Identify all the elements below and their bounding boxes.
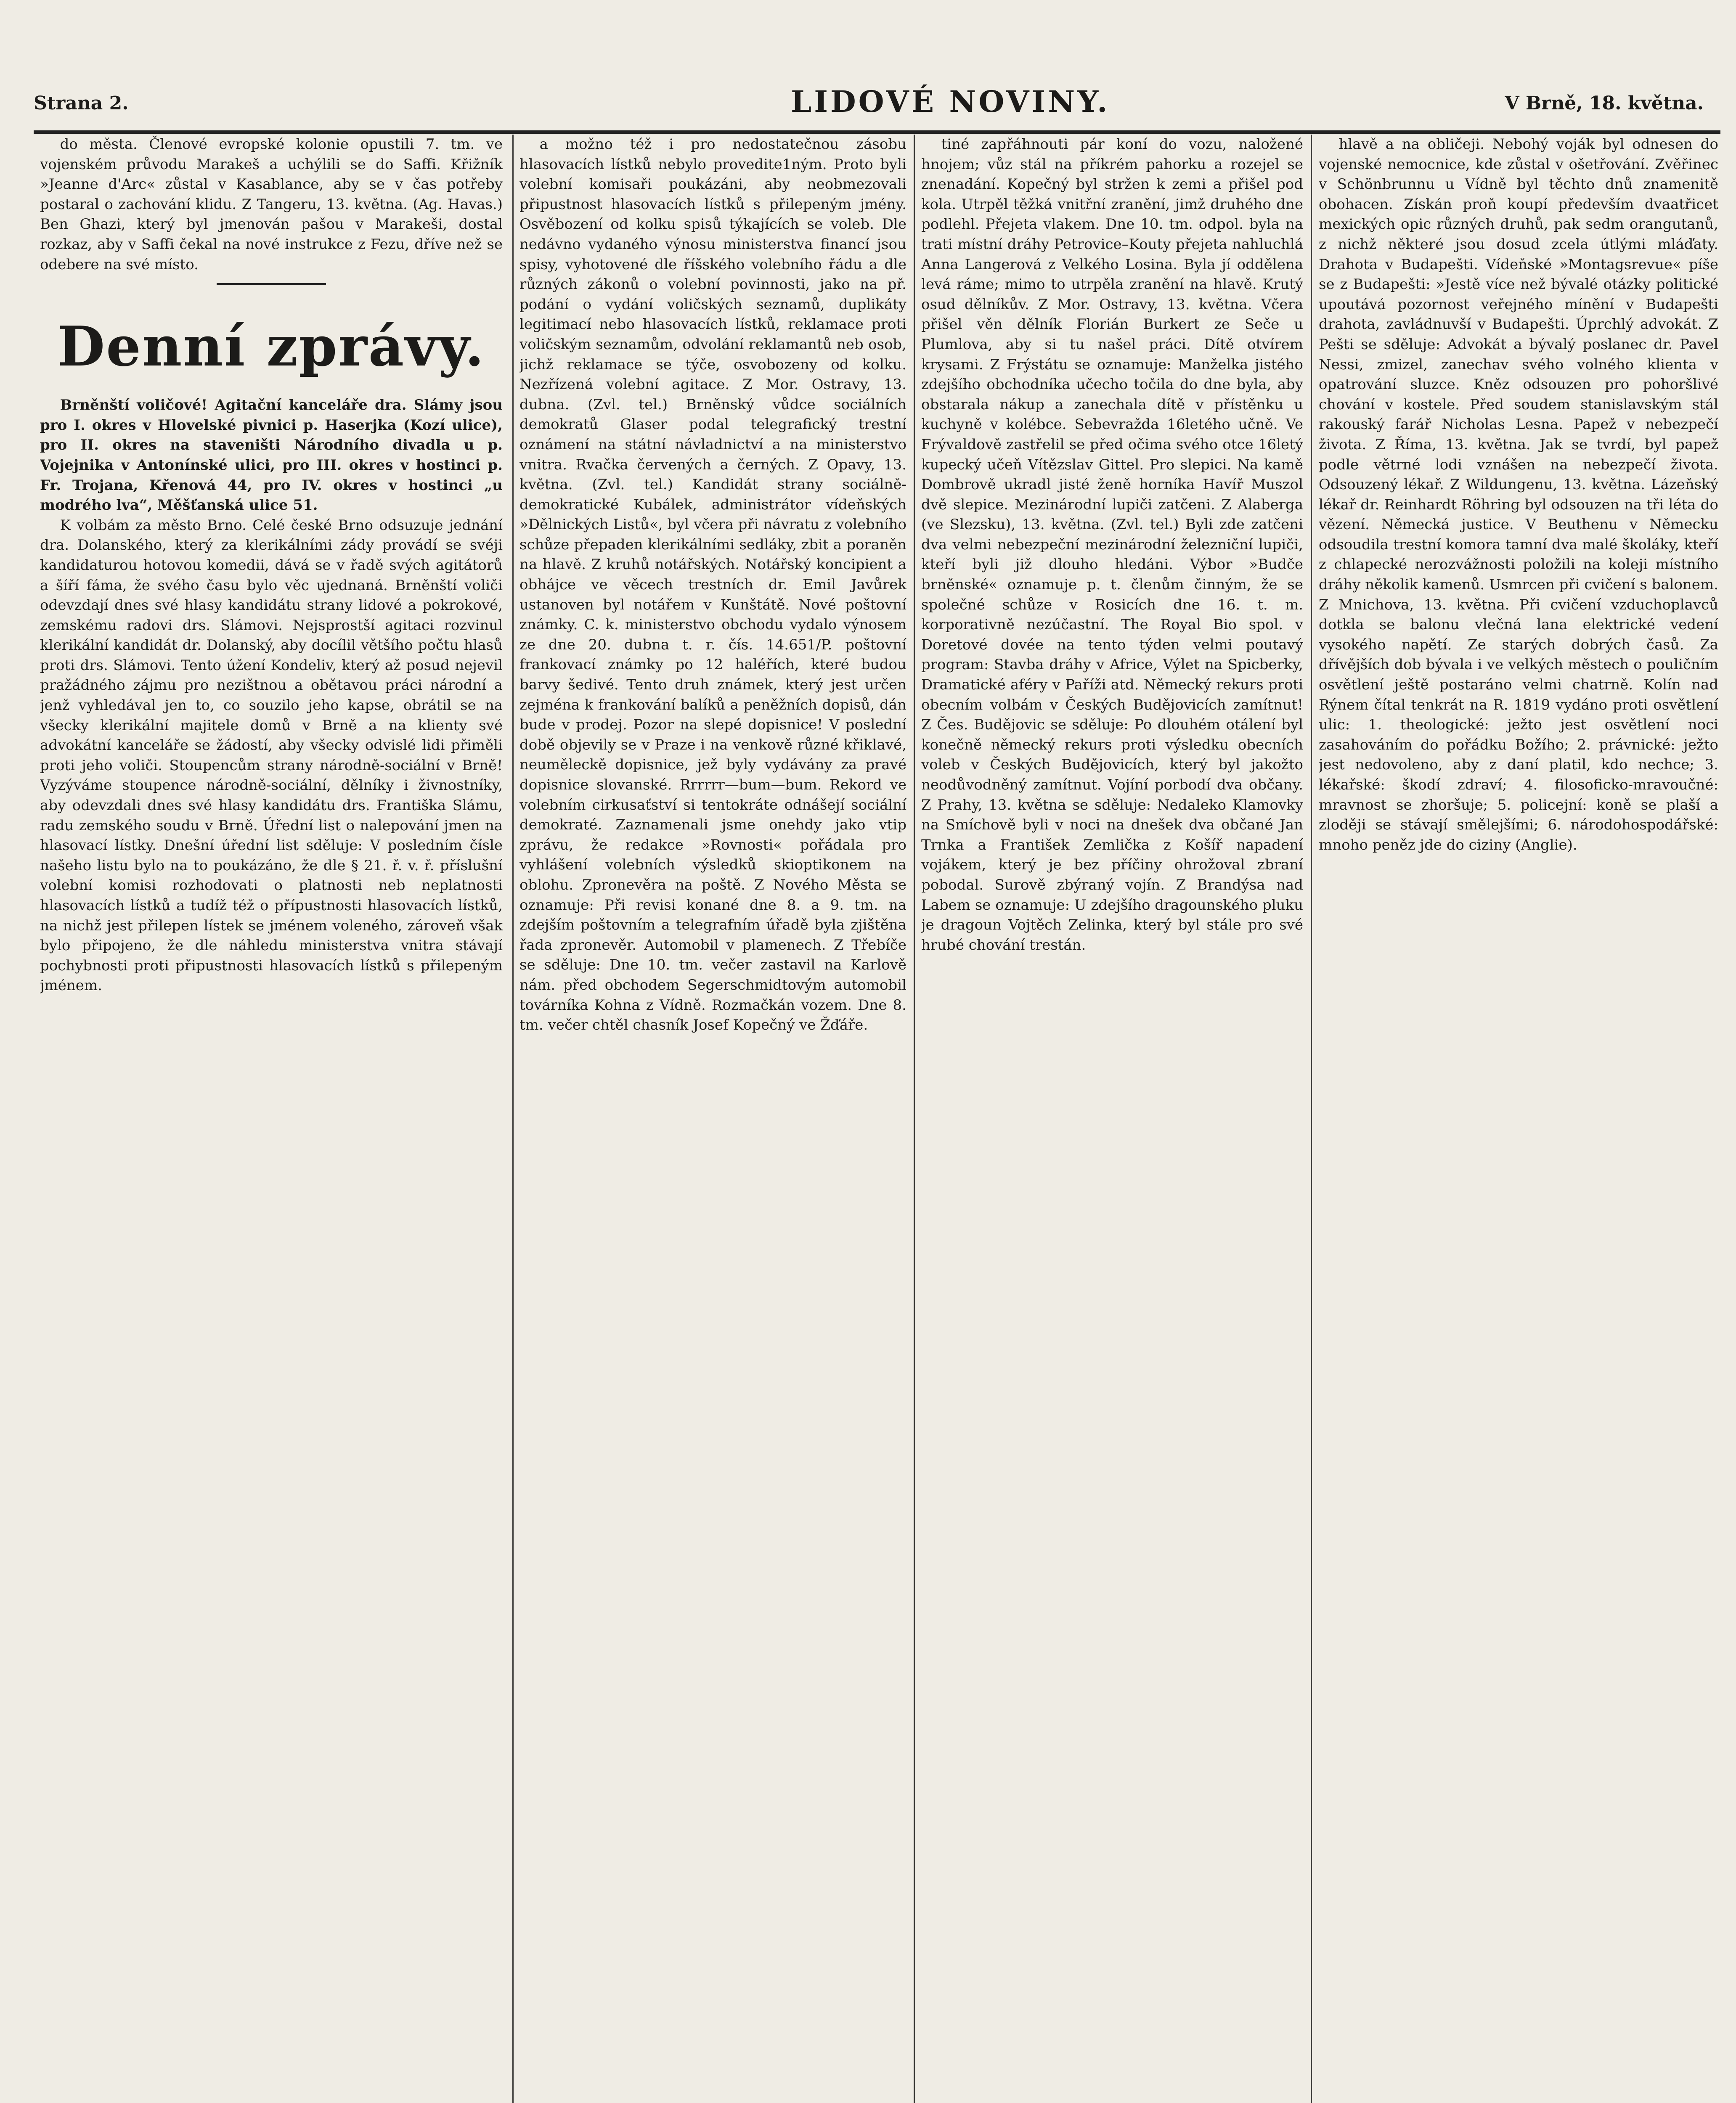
column-3 <box>921 135 1303 2103</box>
column-rule <box>914 135 915 2103</box>
page-number: Strana 2. <box>34 93 129 114</box>
article-text: K volbám za město Brno. Celé české Brno odsuzuje jednání dra. Dolanského, který za klerikálními zády provádí se svéji kandidaturou hotovou komedii, dává se v řadě svých agitátorů a šíří fáma, že svého času bylo věc ujednaná. Brněnští voliči odevzdají dnes své hlasy kandidátu strany lidové a pokrokové, zemskému radovi drs. Slámovi. Nejsprostší agitaci rozvinul klerikální kandidát dr. Dolanský, aby docílil většího počtu hlasů proti drs. Slámovi. Tento úžení Kondeliv, který až posud nejevil pražádného zájmu pro nezištnou a obětavou práci národní a jenž vyhledával jen to, co souzilo jeho kapse, obrátil se na všecky klerikální majitele domů v Brně a na klienty své advokátní kanceláře se žádostí, aby všecky odvislé lidi přiměli proti jeho voliči. Stoupencům strany národně-sociální v Brně! Vyzýváme stoupence národně-sociální, dělníky i živnostníky, aby odevzdali dnes své hlasy kandidátu drs. Františka Slámu, radu zemského soudu v Brně. Úřední list o nalepování jmen na hlasovací lístky. Dnešní úřední list sděluje: V posledním čísle našeho listu bylo na to poukázáno, že dle § 21. ř. v. ř. příslušní volební komisi rozhodovati o platnosti neb neplatnosti hlasovacích lístků a tudíž též o přípustnosti hlasovacích lístků, na nichž jest přilepen lístek se jménem voleného, zároveň však bylo připojeno, že dle náhledu ministerstva vnitra stávají pochybnosti proti připustnosti hlasovacích lístků s přilepeným jménem. <box>40 516 503 994</box>
column-rule <box>1311 135 1312 2103</box>
divider <box>217 283 326 285</box>
column-rule <box>512 135 514 2103</box>
column-2 <box>519 135 906 2103</box>
article-text: do města. Členové evropské kolonie opustili 7. tm. ve vojenském průvodu Marakeš a uchýlili se do Saffi. Křižník »Jeanne d'Arc« zůstal v Kasablance, aby se v čas potřeby postaral o zachování klidu. Z Tangeru, 13. května. (Ag. Havas.) Ben Ghazi, který byl jmenován pašou v Marakeši, dostal rozkaz, aby v Saffi čekal na nové instrukce z Fezu, dříve než se odebere na své místo. <box>40 136 503 273</box>
masthead-title: LIDOVÉ NOVINY. <box>791 84 1110 119</box>
dateline: V Brně, 18. května. <box>1505 93 1704 114</box>
column-1 <box>40 135 503 2103</box>
article-text: hlavě a na obličeji. Nebohý voják byl odnesen do vojenské nemocnice, kde zůstal v ošetřování. Zvěřinec v Schönbrunnu u Vídně byl těchto dnů znamenitě obohacen. Získán proň koupí především dvaatřicet mexických opic různých druhů, pak sedm orangutanů, z nichž některé jsou dosud zcela útlými mláďaty. Drahota v Budapešti. Vídeňské »Montagsrevue« píše se z Budapešti: »Jestě více než bývalé otázky politické upoutává pozornost veřejného mínění v Budapešti drahota, zavládnuvší v Budapešti. Úprchlý advokát. Z Pešti se sděluje: Advokát a bývalý poslanec dr. Pavel Nessi, zmizel, zanechav svého volného klienta v opatrování sluzce. Kněz odsouzen pro pohoršlivé chování v kostele. Před soudem stanislavským stál rakouský farář Nicholas Lesna. Papež v nebezpečí života. Z Říma, 13. května. Jak se tvrdí, byl papež podle větrné lodi vznášen na nebezpečí života. Odsouzený lékař. Z Wildungenu, 13. května. Lázeňský lékař dr. Reinhardt Röhring byl odsouzen na tři léta do vězení. Německá justice. V Beuthenu v Německu odsoudila trestní komora tamní dva malé školáky, kteří z chlapecké nerozvážnosti položili na koleji místního dráhy několik kamenů. Usmrcen při cvičení s balonem. Z Mnichova, 13. května. Při cvičení vzduchoplavců dotkla se balonu vlečná lana elektrické vedení vysokého napětí. Ze starých dobrých časů. Za dřívějších dob bývala i ve velkých městech o pouličním osvětlení ještě postaráno velmi chatrně. Kolín nad Rýnem čítal tenkrát na R. 1819 vydáno proti osvětlení ulic: 1. theologické: ježto jest osvětlení noci zasahováním do pořádku Božího; 2. právnické: ježto jest nedovoleno, aby z daní platil, kdo nechce; 3. lékařské: škodí zdraví; 4. filosoficko-mravoučné: mravnost se zhoršuje; 5. policejní: koně se plaší a zloději se stávají smělejšími; 6. národohospodářské: mnoho peněz jde do ciziny (Anglie). <box>1319 136 1718 853</box>
page-header <box>34 80 1720 134</box>
section-heading: Denní zprávy. <box>57 314 485 379</box>
column-4 <box>1319 135 1718 2103</box>
article-lead: Brněnští voličové! Agitační kanceláře dra. Slámy jsou pro I. okres v Hlovelské pivnici p. Haserjka (Kozí ulice), pro II. okres na staveništi Národního divadla u p. Vojejnika v Antonínské ulici, pro III. okres v hostinci p. Fr. Trojana, Křenová 44, pro IV. okres v hostinci „u modrého lva“, Měšťanská ulice 51. <box>40 397 503 514</box>
article-text: a možno též i pro nedostatečnou zásobu hlasovacích lístků nebylo provedite1ným. Proto byli volební komisaři poukázáni, aby neobmezovali připustnost hlasovacích lístků s přilepeným jmény. Osvěbození od kolku spisů týkajících se voleb. Dle nedávno vydaného výnosu ministerstva financí jsou spisy, vyhotovené dle říšského volebního řádu a dle různých zákonů o volební povinnosti, jako na př. podání o vydání voličských seznamů, duplikáty legitimací nebo hlasovacích lístků, reklamace proti voličským seznamům, odvolání reklamantů neb osob, jichž reklamace se týče, osvobozeny od kolku. Nezřízená volební agitace. Z Mor. Ostravy, 13. dubna. (Zvl. tel.) Brněnský vůdce sociálních demokratů Glaser podal telegrafický trestní oznámení na státní návladnictví a na ministerstvo vnitra. Rvačka červených a černých. Z Opavy, 13. května. (Zvl. tel.) Kandidát strany sociálně-demokratické Kubálek, administrátor vídeňských »Dělnických Listů«, byl včera při návratu z volebního schůze přepaden klerikálními sedláky, zbit a poraněn na hlavě. Z kruhů notářských. Notářský koncipient a obhájce ve věcech trestních dr. Emil Javůrek ustanoven byl notářem v Kunštátě. Nové poštovní známky. C. k. ministerstvo obchodu vydalo výnosem ze dne 20. dubna t. r. čís. 14.651/P. poštovní frankovací známky po 12 haléřích, které budou barvy šedivé. Tento druh známek, který jest určen zejména k frankování balíků a peněžních dopisů, dán bude v prodej. Pozor na slepé dopisnice! V poslední době objevily se v Praze i na venkově různé křiklavé, neuměleckě dopisnice, jež byly vydávány za pravé dopisnice slovanské. Rrrrrr—bum—bum. Rekord ve volebním cirkusaťství si tentokráte odnášejí sociální demokraté. Zaznamenali jsme onehdy jako vtip zprávu, že redakce »Rovnosti« pořádala pro vyhlášení volebních výsledků skioptikonem na oblohu. Zpronevěra na poště. Z Nového Města se oznamuje: Při revisi konané dne 8. a 9. tm. na zdejším poštovním a telegrafním úřadě byla zjištěna řada zpronevěr. Automobil v plamenech. Z Třebíče se sděluje: Dne 10. tm. večer zastavil na Karlově nám. před obchodem Segerschmidtovým automobil továrníka Kohna z Vídně. Rozmačkán vozem. Dne 8. tm. večer chtěl chasník Josef Kopečný ve Žďáře. <box>519 136 906 1034</box>
article-text: tiné zapřáhnouti pár koní do vozu, naložené hnojem; vůz stál na příkrém pahorku a rozejel se znenadání. Kopečný byl stržen k zemi a přišel pod kola. Utrpěl těžká vnitřní zranění, jimž druhého dne podlehl. Přejeta vlakem. Dne 10. tm. odpol. byla na trati místní dráhy Petrovice–Kouty přejeta nahluchlá Anna Langerová z Velkého Losina. Byla jí oddělena levá ráme; mimo to utrpěla zranění na hlavě. Krutý osud dělníkův. Z Mor. Ostravy, 13. května. Včera přišel věn dělník Florián Burkert ze Seče u Plumlova, aby si tu našel práci. Dítě otvírem krysami. Z Frýstátu se oznamuje: Manželka jistého zdejšího obchodníka učecho točila do dne byla, aby obstarala nákup a zanechala dítě v přístěnku u kuchyně v kolébce. Sebevražda 16letého učně. Ve Frývaldově zastřelil se před očima svého otce 16letý kupecký učeň Vítězslav Gittel. Pro slepici. Na kamě Dombrově ukradl jisté ženě horníka Havíř Muszol dvě slepice. Mezinárodní lupiči zatčeni. Z Alaberga (ve Slezsku), 13. května. (Zvl. tel.) Byli zde zatčeni dva velmi nebezpeční mezinárodní železniční lupiči, kteří byli již dlouho hledáni. Výbor »Budče brněnské« oznamuje p. t. členům činným, že se společné schůze v Rosicích dne 16. t. m. korporativně nezúčastní. The Royal Bio spol. v Doretové dovée na tento týden velmi poutavý program: Stavba dráhy v Africe, Výlet na Spicberky, Dramatické aféry v Paříži atd. Německý rekurs proti obecním volbám v Českých Budějovicích zamítnut! Z Čes. Budějovic se sděluje: Po dlouhém otálení byl konečně německý rekurs proti výsledku obecních voleb v Českých Budějovicích, který byl jakožto neodůvodněný zamítnut. Vojíní porbodí dva občany. Z Prahy, 13. května se sděluje: Nedaleko Klamovky na Smíchově byli v noci na dnešek dva občané Jan Trnka a František Zemlička z Košíř napadení vojákem, který je bez příčiny ohrožoval zbraní pobodal. Surově zbýraný vojín. Z Brandýsa nad Labem se oznamuje: U zdejšího dragounského pluku je dragoun Vojtěch Zelinka, který byl stále pro své hrubé chování trestán. <box>921 136 1303 954</box>
